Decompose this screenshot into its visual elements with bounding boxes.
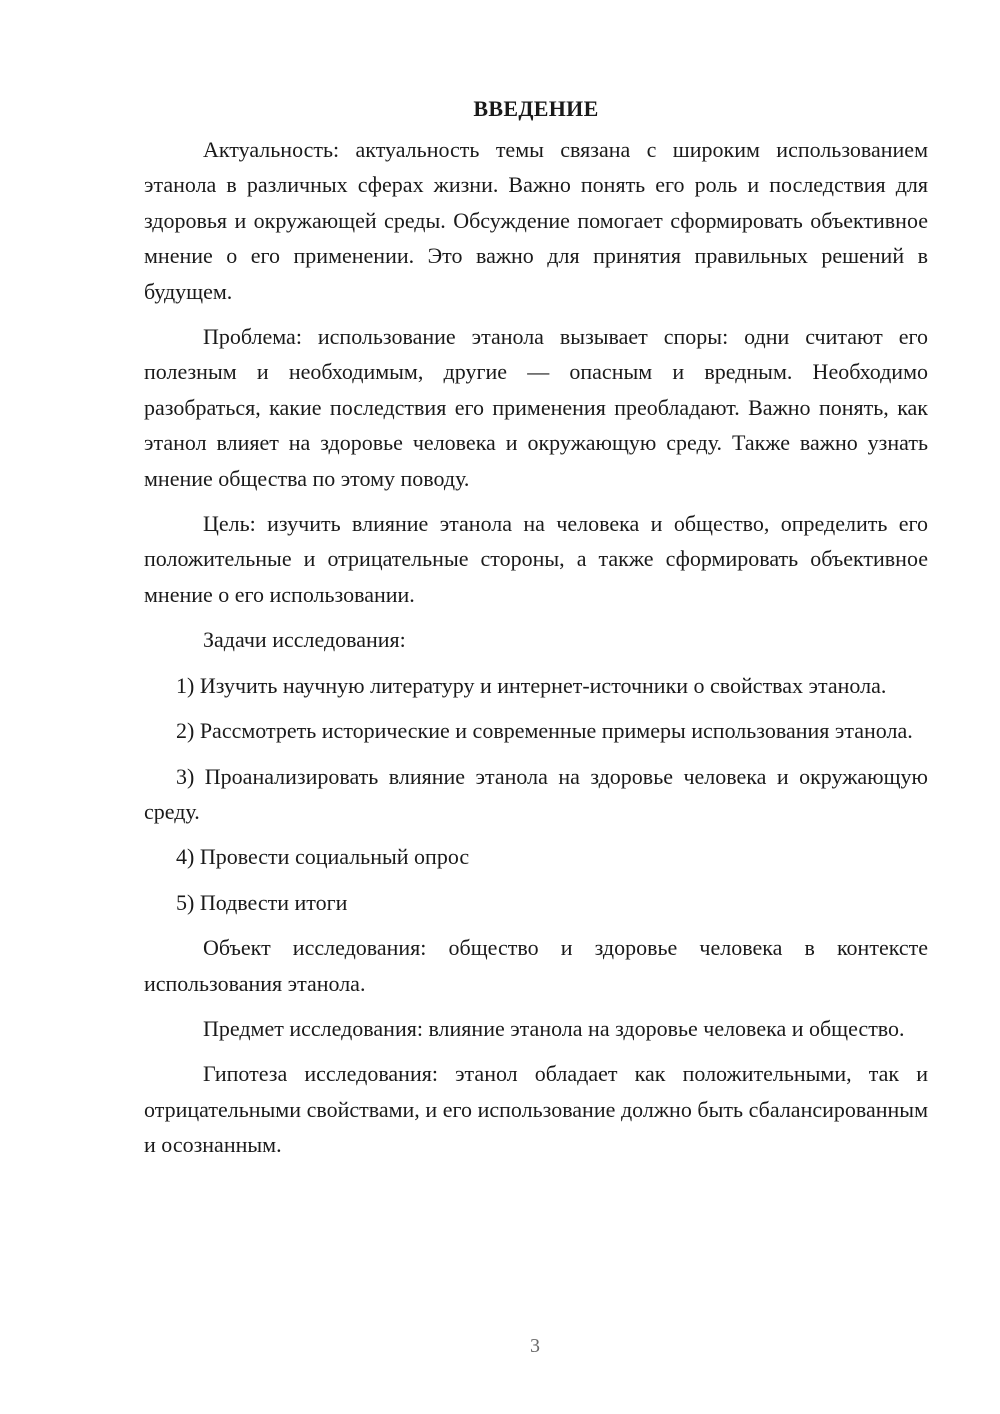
section-title: ВВЕДЕНИЕ — [473, 96, 599, 121]
task-item-1: 1) Изучить научную литературу и интернет-источники о свойствах этанола. — [176, 672, 887, 698]
task-item-2: 2) Рассмотреть исторические и современные примеры использования этанола. — [176, 718, 913, 744]
document-page — [144, 90, 928, 1173]
relevance-paragraph: Актуальность: актуальность темы связана с широким использованием этанола в различных сферах жизни. Важно понять его роль и последствия для здоровья и окружающей среды. Обсуждение помогает сформировать объективное мнение о его применении. Это важно для принятия правильных решений в будущем. — [144, 137, 928, 304]
subject-paragraph: Предмет исследования: влияние этанола на здоровье человека и общество. — [203, 1015, 905, 1041]
hypothesis-paragraph: Гипотеза исследования: этанол обладает как положительными, так и отрицательными свойствами, и его использование должно быть сбалансированным и осознанным. — [144, 1061, 928, 1158]
goal-paragraph: Цель: изучить влияние этанола на человека и общество, определить его положительные и отрицательные стороны, а также сформировать объективное мнение о его использовании. — [144, 511, 928, 607]
problem-paragraph: Проблема: использование этанола вызывает споры: одни считают его полезным и необходимым, другие — опасным и вредным. Необходимо разобраться, какие последствия его применения преобладают. Важно понять, как этанол влияет на здоровье человека и окружающую среду. Также важно узнать мнение общества по этому поводу. — [144, 324, 928, 491]
page-number: 3 — [530, 1335, 540, 1357]
object-paragraph: Объект исследования: общество и здоровье человека в контексте использования этанола. — [144, 935, 928, 996]
task-item-3: 3) Проанализировать влияние этанола на здоровье человека и окружающую среду. — [144, 763, 928, 824]
task-item-5: 5) Подвести итоги — [176, 889, 348, 915]
tasks-heading: Задачи исследования: — [203, 627, 406, 653]
task-item-4: 4) Провести социальный опрос — [176, 844, 470, 870]
